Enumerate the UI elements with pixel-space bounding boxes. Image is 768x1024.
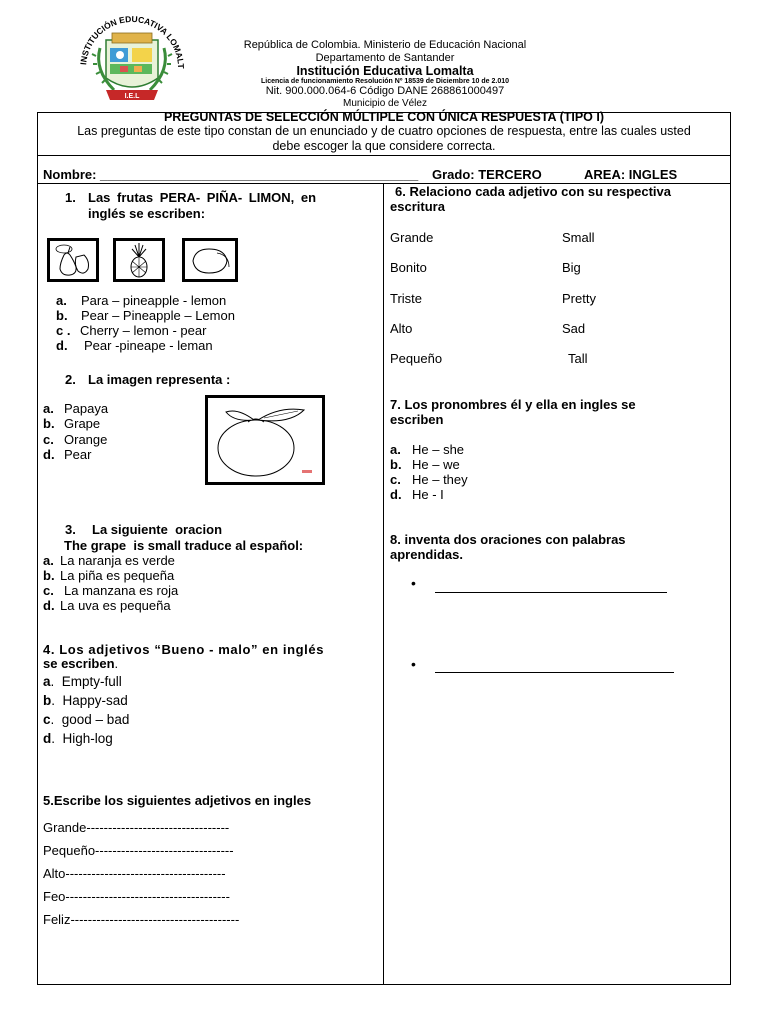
header-department: Departamento de Santander: [315, 52, 455, 64]
q5-item-alto[interactable]: Alto-------------------------------------: [43, 866, 226, 881]
border-right: [730, 112, 731, 985]
instructions-line-1: Las preguntas de este tipo constan de un enunciado y de cuatro opciones de respuesta, entre las cuales usted: [77, 124, 691, 138]
q6-right-word: Tall: [568, 351, 588, 366]
q8-bullet: •: [411, 656, 416, 672]
q2-option-d-text[interactable]: Pear: [64, 447, 92, 462]
q6-left-word: Triste: [390, 291, 423, 306]
q6-right-word: Pretty: [562, 291, 596, 306]
q5-item-feo[interactable]: Feo--------------------------------------: [43, 889, 230, 904]
header-municipality: Municipio de Vélez: [343, 98, 427, 109]
q4-option-c[interactable]: [43, 712, 129, 727]
q3-option-d-letter: d.: [43, 598, 55, 613]
logo-arc-text: INSTITUCIÓN EDUCATIVA LOMALT: [78, 13, 187, 69]
q2-option-a-text[interactable]: Papaya: [64, 401, 109, 416]
q1-option-a-text[interactable]: Para – pineapple - lemon: [81, 293, 227, 308]
border-bottom: [37, 984, 731, 985]
q4-text-line-2-period: .: [114, 656, 119, 671]
q3-text-line-2: The grape is small traduce al español:: [64, 538, 304, 553]
q2-option-b-text[interactable]: Grape: [64, 416, 101, 431]
q1-option-b-letter: b.: [56, 308, 68, 323]
q4-option-d[interactable]: [43, 731, 113, 746]
pear-image: [47, 238, 99, 282]
q7-text-line-1: 7. Los pronombres él y ella en ingles se: [390, 397, 636, 412]
q1-option-b-text[interactable]: Pear – Pineapple – Lemon: [81, 308, 235, 323]
q1-option-d-text[interactable]: Pear -pineape - leman: [84, 338, 213, 353]
q6-text-line-2: escritura: [390, 199, 445, 214]
divider-instructions: [37, 155, 731, 156]
q2-option-c-letter: c.: [43, 432, 54, 447]
column-divider: [383, 183, 384, 985]
q7-option-d-letter: d.: [390, 487, 402, 502]
q1-option-d-letter: d.: [56, 338, 68, 353]
q3-option-b-letter: b.: [43, 568, 55, 583]
q5-item-grande[interactable]: Grande---------------------------------: [43, 820, 230, 835]
q2-option-b-letter: b.: [43, 416, 55, 431]
q8-text-line-2: aprendidas.: [390, 547, 463, 562]
q7-option-a-letter: a.: [390, 442, 401, 457]
q6-right-word: Small: [562, 230, 595, 245]
q6-left-word: Grande: [390, 230, 434, 245]
q3-option-a-text[interactable]: La naranja es verde: [60, 553, 175, 568]
name-field-label[interactable]: Nombre: ____________________________________________: [43, 167, 419, 182]
q4-option-b-text: . Happy-sad: [51, 693, 128, 708]
q1-text-line-2: inglés se escriben:: [88, 206, 206, 221]
q5-item-pequeno[interactable]: Pequeño--------------------------------: [43, 843, 234, 858]
q6-right-word: Sad: [562, 321, 586, 336]
pear-icon: [50, 241, 96, 279]
q7-option-b-letter: b.: [390, 457, 402, 472]
q3-option-c-letter: c.: [43, 583, 54, 598]
q7-option-b-text[interactable]: He – we: [412, 457, 460, 472]
q7-text-line-2: escriben: [390, 412, 444, 427]
q6-left-word: Alto: [390, 321, 413, 336]
q2-option-d-letter: d.: [43, 447, 55, 462]
orange-icon: [208, 398, 322, 482]
q2-option-c-text[interactable]: Orange: [64, 432, 108, 447]
q4-text-line-2: [43, 656, 118, 671]
q5-item-feliz[interactable]: Feliz---------------------------------------: [43, 912, 240, 927]
q4-option-c-text: . good – bad: [50, 712, 130, 727]
q3-option-c-text[interactable]: La manzana es roja: [64, 583, 179, 598]
q8-answer-line-1[interactable]: [435, 592, 667, 593]
q1-option-c-text[interactable]: Cherry – lemon - pear: [80, 323, 207, 338]
q5-text: 5.Escribe los siguientes adjetivos en ingles: [43, 793, 312, 808]
q4-option-a-text: . Empty-full: [50, 674, 122, 689]
q3-option-b-text[interactable]: La piña es pequeña: [60, 568, 175, 583]
q2-text: La imagen representa :: [88, 372, 231, 387]
logo-bottom-text: I.E.L: [124, 93, 140, 100]
header-license: Licencia de funcionamiento Resolución Nº 18539 de Diciembre 10 de 2.010: [260, 78, 510, 85]
header-ministry: República de Colombia. Ministerio de Educación Nacional: [243, 39, 527, 51]
q8-answer-line-2[interactable]: [435, 672, 674, 673]
section-title: PREGUNTAS DE SELECCIÓN MÚLTIPLE CON ÚNICA RESPUESTA (TIPO I): [163, 110, 605, 124]
header-nit: Nit. 900.000.064-6 Código DANE 268861000497: [265, 85, 505, 97]
lemon-icon: [185, 241, 235, 279]
q3-text-line-1: La siguiente oracion: [92, 522, 223, 537]
q4-text-line-2-bold: se escriben: [43, 656, 115, 671]
q4-option-a-letter: a: [43, 674, 51, 689]
q8-text-line-1: 8. inventa dos oraciones con palabras: [390, 532, 626, 547]
q4-option-b-letter: b: [43, 693, 52, 708]
q7-option-c-text[interactable]: He – they: [412, 472, 468, 487]
q8-bullet: •: [411, 575, 416, 591]
orange-image: [205, 395, 325, 485]
q3-option-a-letter: a.: [43, 553, 54, 568]
q6-left-word: Pequeño: [390, 351, 443, 366]
q4-option-a[interactable]: [43, 674, 122, 689]
instructions-line-2: debe escoger la que considere correcta.: [272, 139, 496, 153]
q7-option-a-text[interactable]: He – she: [412, 442, 465, 457]
area-label: AREA: INGLES: [584, 167, 678, 182]
q3-number: 3.: [65, 522, 76, 537]
q7-option-d-text[interactable]: He - I: [412, 487, 444, 502]
q1-option-a-letter: a.: [56, 293, 67, 308]
q7-option-c-letter: c.: [390, 472, 401, 487]
q1-number: 1.: [65, 190, 76, 205]
q4-option-b[interactable]: [43, 693, 128, 708]
q1-option-c-letter: c .: [56, 323, 71, 338]
q4-text-line-1: 4. Los adjetivos “Bueno - malo” en inglés: [43, 642, 325, 657]
q2-number: 2.: [65, 372, 76, 387]
q4-option-d-letter: d: [43, 731, 52, 746]
q6-right-word: Big: [562, 260, 581, 275]
q6-text-line-1: 6. Relaciono cada adjetivo con su respectiva: [395, 184, 671, 199]
grade-label: Grado: TERCERO: [432, 167, 542, 182]
pineapple-image: [113, 238, 165, 282]
lemon-image: [182, 238, 238, 282]
q4-option-c-letter: c: [43, 712, 51, 727]
header-school-name: Institución Educativa Lomalta: [296, 64, 474, 78]
q3-option-d-text[interactable]: La uva es pequeña: [60, 598, 171, 613]
q1-text-line-1: Las frutas PERA- PIÑA- LIMON, en: [88, 190, 317, 205]
border-left: [37, 112, 38, 985]
q6-left-word: Bonito: [390, 260, 427, 275]
q4-option-d-text: . High-log: [51, 731, 113, 746]
q2-option-a-letter: a.: [43, 401, 54, 416]
pineapple-icon: [116, 241, 162, 279]
